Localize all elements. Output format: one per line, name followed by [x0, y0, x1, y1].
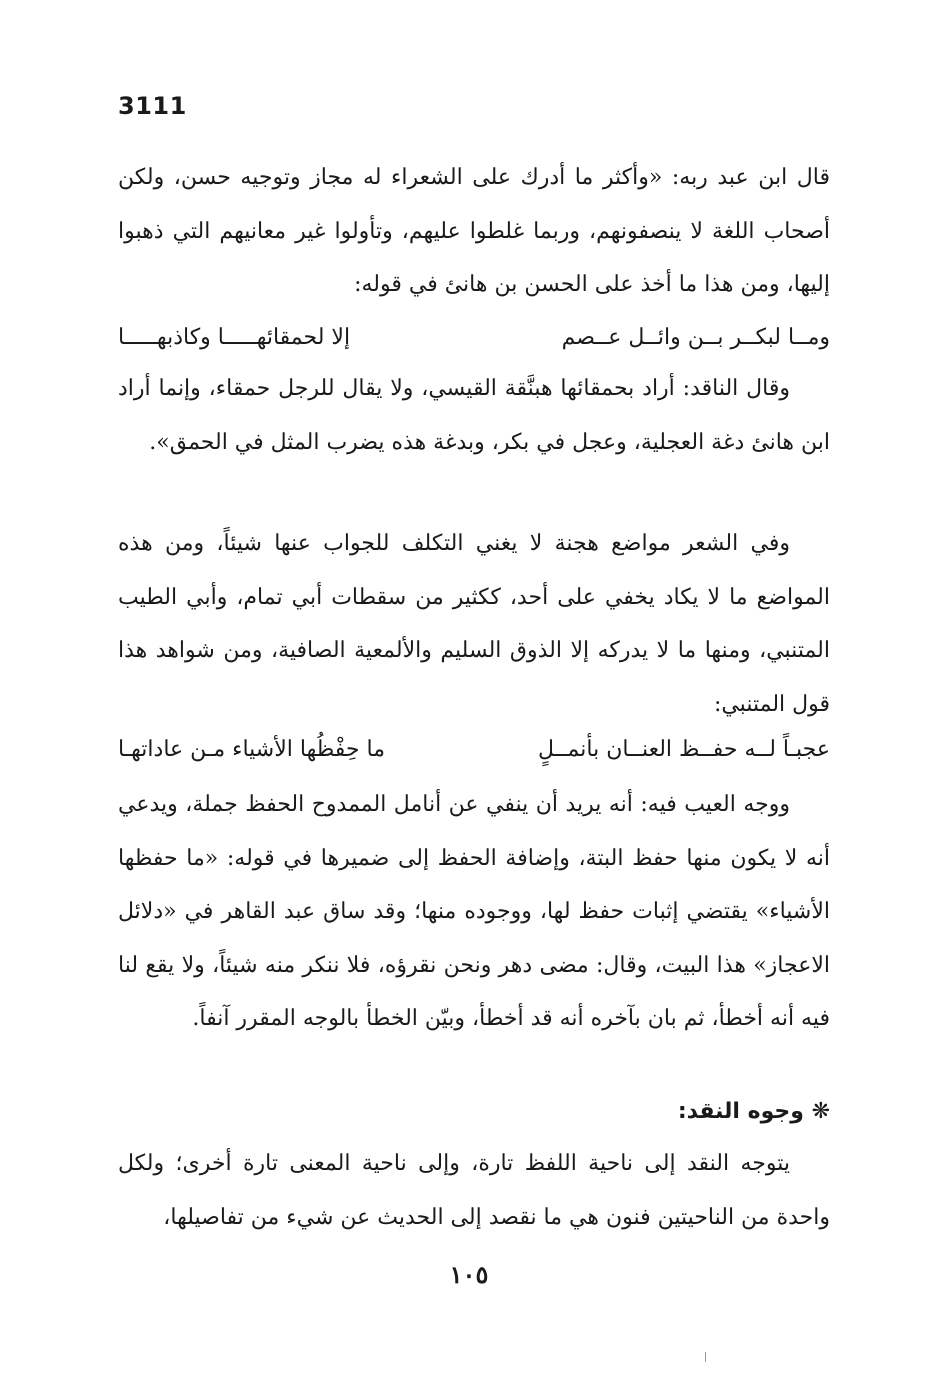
paragraph-ibn-abd-rabbih: قال ابن عبد ربه: «وأكثر ما أدرك على الشعراء له مجاز وتوجيه حسن، ولكن أصحاب اللغة لا ينصفونهم، وربما غلطوا عليهم، وتأولوا غير معانيهم التي ذهبوا إليها، ومن هذا ما أخذ على الحسن بن هانئ في قوله:	[118, 165, 830, 298]
verse-second-hemistich: إلا لحمقائهـــــا وكاذبهـــــا	[118, 325, 351, 350]
verse-mutanabbi	[118, 730, 830, 770]
page-id: 3111	[118, 92, 187, 120]
verse-first-hemistich: ومــا لبكــر بــن وائــل عــصم	[561, 325, 830, 350]
verse-first-hemistich: عجبـاً لــه حفــظ العنــان بأنمــلٍ	[537, 737, 830, 762]
scan-mark	[705, 1352, 706, 1362]
verse-ibn-hani	[118, 318, 830, 358]
paragraph-flaw-explanation: ووجه العيب فيه: أنه يريد أن ينفي عن أنامل الممدوح الحفظ جملة، ويدعي أنه لا يكون منها حفظ البتة، وإضافة الحفظ إلى ضميرها في قوله: «ما حفظها الأشياء» يقتضي إثبات حفظ لها، ووجوده منها؛ وقد ساق عبد القاهر في «دلائل الاعجاز» هذا البيت، وقال: مضى دهر ونحن نقرؤه، فلا ننكر منه شيئاً، ولا يقع لنا فيه أنه أخطأ، ثم بان بآخره أنه قد أخطأ، وبيّن الخطأ بالوجه المقرر آنفاً.	[118, 792, 830, 1032]
paragraph-critic-comment: وقال الناقد: أراد بحمقائها هبنَّقة القيسي، ولا يقال للرجل حمقاء، وإنما أراد ابن هانئ دغة العجلية، وعجل في بكر، وبدغة هذه يضرب المثل في الحمق».	[118, 376, 830, 455]
verse-second-hemistich: ما حِفْظُها الأشياء مـن عاداتهـا	[118, 737, 385, 762]
paragraph-criticism-directions: يتوجه النقد إلى ناحية اللفظ تارة، وإلى ناحية المعنى تارة أخرى؛ ولكل واحدة من الناحيتين فنون هي ما نقصد إلى الحديث عن شيء من تفاصيلها،	[118, 1151, 830, 1230]
section-heading: ❋ وجوه النقد:	[677, 1099, 830, 1124]
page-number: ١٠٥	[449, 1260, 489, 1289]
paragraph-poetry-flaws: وفي الشعر مواضع هجنة لا يغني التكلف للجواب عنها شيئاً، ومن هذه المواضع ما لا يكاد يخفي على أحد، ككثير من سقطات أبي تمام، وأبي الطيب المتنبي، ومنها ما لا يدركه إلا الذوق السليم والألمعية الصافية، ومن شواهد هذا قول المتنبي:	[118, 531, 830, 717]
